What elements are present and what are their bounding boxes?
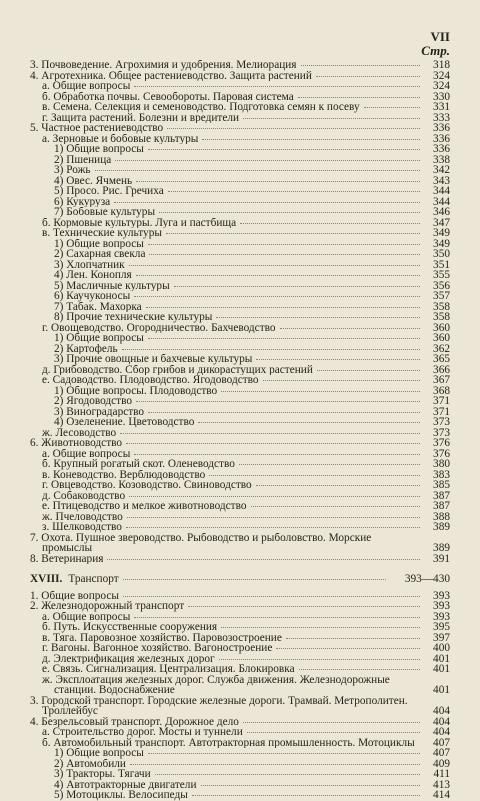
toc-entry-title: 3) Рожь	[54, 165, 91, 176]
toc-entry-page: 388	[433, 510, 450, 523]
toc-entry-page: 393	[433, 610, 450, 623]
toc-entry-title: 6) Каучуконосы	[54, 291, 131, 302]
toc-entry	[30, 417, 450, 428]
toc-group-automobiles	[30, 748, 450, 801]
leader-dots	[219, 658, 420, 660]
toc-entry	[30, 260, 450, 271]
toc-entry-page: 351	[433, 258, 450, 271]
toc-entry	[30, 738, 450, 749]
toc-entry-page: 349	[433, 227, 450, 239]
toc-entry-page: 400	[433, 642, 450, 654]
toc-entry-page: 401	[433, 684, 450, 696]
toc-entry	[30, 612, 450, 623]
toc-entry-page: 367	[433, 374, 450, 386]
toc-entry-page: 365	[433, 353, 450, 365]
leader-dots	[221, 626, 420, 628]
toc-entry-page: 393	[433, 600, 450, 612]
toc-entry	[30, 717, 450, 728]
toc-entry-page: 360	[433, 321, 450, 334]
toc-entry-title: в. Семена. Селекция и семеноводство. Подготовка семян к посеву	[42, 102, 360, 113]
leader-dots	[276, 647, 420, 649]
toc-entry-page: 401	[433, 652, 450, 665]
toc-entry-page: 330	[433, 90, 450, 103]
toc-entry-title: г. Защита растений. Болезни и вредители	[42, 112, 240, 123]
toc-entry-title: 5) Просо. Рис. Гречиха	[54, 186, 164, 197]
toc-entry-title: 5) Масличные культуры	[54, 280, 170, 291]
leader-dots	[301, 64, 420, 66]
toc-entry-page: 376	[433, 447, 450, 460]
toc-entry-title: 2) Пшеница	[54, 154, 112, 165]
toc-entry	[30, 228, 450, 239]
leader-dots	[263, 379, 420, 381]
leader-dots	[317, 369, 420, 371]
toc-entry	[30, 270, 450, 281]
toc-group-transport	[30, 591, 450, 675]
leader-dots	[114, 201, 420, 203]
leader-dots	[134, 295, 420, 297]
toc-entry	[30, 780, 450, 791]
toc-entry-title: 8. Ветеринария	[30, 553, 104, 564]
toc-entry-title: 1) Общие вопросы	[54, 238, 144, 249]
section-number: XVIII.	[30, 574, 63, 585]
toc-entry-title: 1) Общие вопросы	[54, 748, 144, 759]
leader-dots	[130, 763, 420, 765]
toc-group-agriculture	[30, 60, 450, 533]
toc-entry-title: в. Тяга. Паровозное хозяйство. Паровозостроение	[42, 632, 282, 643]
toc-entry-title: 4) Лен. Конопля	[54, 270, 132, 281]
leader-dots	[148, 411, 420, 413]
toc-entry-page: 318	[433, 59, 450, 71]
toc-entry	[30, 459, 450, 470]
toc-entry-title: 4) Овес. Ячмень	[54, 175, 133, 186]
toc-entry-page: 391	[433, 552, 450, 565]
toc-entry	[30, 239, 450, 250]
toc-entry-page: 411	[433, 768, 450, 780]
leader-dots	[299, 668, 420, 670]
toc-entry	[30, 769, 450, 780]
toc-entry-title: 7) Табак. Махорка	[54, 301, 142, 312]
toc-entry-title: 2) Автомобили	[54, 758, 126, 769]
toc-entry-page: 387	[433, 489, 450, 502]
toc-entry	[30, 365, 450, 376]
toc-entry	[30, 501, 450, 512]
toc-entry	[30, 92, 450, 103]
leader-dots	[129, 264, 420, 266]
toc-entry-title: ж. Пчеловодство	[42, 511, 123, 522]
toc-entry	[30, 344, 450, 355]
leader-dots	[201, 784, 421, 786]
leader-dots	[247, 731, 420, 733]
leader-dots	[155, 773, 420, 775]
leader-dots	[316, 75, 420, 77]
toc-entry	[30, 633, 450, 644]
toc-entry	[30, 386, 450, 397]
toc-entry	[30, 727, 450, 738]
toc-entry-title: б. Автомобильный транспорт. Автотракторная промышленность. Мотоциклы	[42, 737, 415, 748]
leader-dots	[256, 358, 420, 360]
toc-entry-page: 389	[433, 542, 450, 554]
leader-dots	[280, 327, 420, 329]
leader-dots	[129, 495, 420, 497]
toc-entry	[30, 81, 450, 92]
toc-entry-title: 1) Общие вопросы	[54, 333, 144, 344]
leader-dots	[167, 127, 420, 129]
leader-dots	[239, 463, 420, 465]
toc-entry-title: 3) Хлопчатник	[54, 259, 125, 270]
toc-entry-page: 358	[433, 300, 450, 313]
toc-entry	[30, 449, 450, 460]
toc-entry-title: г. Вагоны. Вагонное хозяйство. Вагоностроение	[42, 643, 273, 654]
toc-entry	[30, 333, 450, 344]
toc-entry	[30, 302, 450, 313]
toc-entry-title: а. Общие вопросы	[42, 448, 131, 459]
toc-entry-page: 344	[433, 195, 450, 208]
toc-entry-page: 414	[433, 789, 450, 801]
leader-dots	[127, 516, 420, 518]
toc-entry-page: 373	[433, 416, 450, 428]
toc-entry	[30, 165, 450, 176]
toc-entry	[30, 664, 450, 675]
toc-entry-title: д. Грибоводство. Сбор грибов и дикорастущих растений	[42, 364, 313, 375]
leader-dots	[149, 253, 420, 255]
leader-dots	[148, 337, 420, 339]
leader-dots	[123, 595, 420, 597]
toc-entry-title: 1. Общие вопросы	[30, 590, 119, 601]
toc-entry-page: 401	[433, 663, 450, 675]
leader-dots	[134, 453, 420, 455]
toc-entry	[30, 491, 450, 502]
toc-entry-page: 407	[433, 747, 450, 759]
toc-entry	[30, 643, 450, 654]
toc-entry	[30, 312, 450, 323]
leader-dots	[166, 232, 420, 234]
toc-entry-title: а. Зерновые и бобовые культуры	[42, 133, 199, 144]
leader-dots	[216, 316, 420, 318]
leader-dots	[364, 106, 420, 108]
toc-entry	[30, 759, 450, 770]
leader-dots	[148, 148, 420, 150]
leader-dots	[298, 96, 420, 98]
section-heading	[30, 574, 450, 585]
leader-dots	[136, 180, 420, 182]
toc-entry-page: 368	[433, 384, 450, 397]
leader-dots	[221, 390, 420, 392]
toc-entry-title: 5. Частное растениеводство	[30, 123, 164, 134]
toc-entry-page: 366	[433, 363, 450, 376]
toc-entry-page: 342	[433, 164, 450, 176]
leader-dots	[134, 616, 420, 618]
toc-entry	[30, 748, 450, 759]
toc-entry-page: 356	[433, 279, 450, 292]
toc-entry-title: з. Шелководство	[42, 522, 122, 533]
toc-entry-page: 397	[433, 631, 450, 644]
toc-entry	[30, 470, 450, 481]
toc-entry-page: 409	[433, 757, 450, 770]
toc-entry-title: 1) Общие вопросы. Плодоводство	[54, 385, 218, 396]
toc-entry-title: 5) Мотоциклы. Велосипеды	[54, 790, 188, 801]
toc-entry-title: е. Связь. Сигнализация. Централизация. Блокировка	[42, 664, 295, 675]
toc-entry	[30, 155, 450, 166]
toc-entry-title: а. Строительство дорог. Мосты и туннели	[42, 727, 243, 738]
toc-entry	[30, 428, 450, 439]
page-column-label: Стр.	[421, 43, 450, 58]
toc-entry-page: 393	[433, 589, 450, 602]
leader-dots	[136, 274, 420, 276]
toc-entry-page: 347	[433, 216, 450, 229]
toc-entry	[30, 60, 450, 71]
toc-entry-title: е. Садоводство. Плодоводство. Ягодоводство	[42, 375, 259, 386]
toc-entry	[30, 696, 450, 717]
leader-dots	[168, 190, 420, 192]
toc-entry-title: 4. Безрельсовый транспорт. Дорожное дело	[30, 716, 239, 727]
page-header	[421, 30, 450, 58]
toc-entry	[30, 354, 450, 365]
toc-entry	[30, 186, 450, 197]
toc-entry-page: 387	[433, 500, 450, 512]
toc-entry-page: 336	[433, 122, 450, 134]
toc-entry-title: 3) Тракторы. Тягачи	[54, 769, 151, 780]
toc-entry-title: 7) Бобовые культуры	[54, 207, 156, 218]
toc-entry	[30, 522, 450, 533]
toc-entry-title: 2) Картофель	[54, 343, 118, 354]
toc-entry-page: 358	[433, 311, 450, 323]
toc-entry-page: 404	[433, 726, 450, 738]
leader-dots	[286, 637, 420, 639]
toc-entry-page: 376	[433, 437, 450, 449]
leader-dots	[240, 222, 420, 224]
toc-entry-page: 350	[433, 248, 450, 260]
toc-entry-page: 349	[433, 237, 450, 250]
leader-dots	[123, 578, 386, 580]
toc-entry	[30, 790, 450, 801]
toc-entry-page: 331	[433, 101, 450, 113]
toc-entry-title: 7. Охота. Пушное звероводство. Рыбоводство и рыболовство. Морские промыслы	[30, 532, 372, 554]
toc-entry	[30, 591, 450, 602]
toc-entry-title: 3) Прочие овощные и бахчевые культуры	[54, 354, 253, 365]
leader-dots	[202, 138, 420, 140]
toc-entry-title: е. Птицеводство и мелкое животноводство	[42, 501, 247, 512]
toc-entry-page: 336	[433, 143, 450, 155]
toc-entry	[30, 291, 450, 302]
toc-entry	[30, 675, 450, 696]
toc-entry	[30, 134, 450, 145]
toc-entry-page: 385	[433, 479, 450, 491]
toc-entry-page: 407	[433, 736, 450, 749]
toc-entry-page: 333	[433, 111, 450, 124]
leader-dots	[126, 526, 420, 528]
toc-entry	[30, 144, 450, 155]
toc-entry	[30, 396, 450, 407]
toc-entry	[30, 480, 450, 491]
toc-entry	[30, 601, 450, 612]
section-page-range: 393—430	[404, 573, 450, 585]
toc-entry-title: 6. Животноводство	[30, 438, 123, 449]
toc-entry-page: 344	[433, 185, 450, 197]
toc-entry	[30, 207, 450, 218]
toc-entry-title: б. Обработка почвы. Севообороты. Паровая система	[42, 91, 294, 102]
toc-entry	[30, 554, 450, 565]
leader-dots	[122, 348, 420, 350]
toc-entry-title: д. Электрификация железных дорог	[42, 653, 215, 664]
section-title: Транспорт	[68, 574, 119, 585]
toc-entry-title: ж. Лесоводство	[42, 427, 117, 438]
toc-entry	[30, 102, 450, 113]
leader-dots	[134, 85, 420, 87]
leader-dots	[126, 442, 420, 444]
toc-entry-title: в. Коневодство. Верблюдоводство	[42, 469, 206, 480]
toc-entry-page: 413	[433, 778, 450, 791]
leader-dots	[209, 474, 420, 476]
leader-dots	[256, 484, 420, 486]
toc-entry-page: 362	[433, 342, 450, 355]
leader-dots	[148, 243, 420, 245]
toc-entry-title: 3. Городской транспорт. Городские железные дороги. Трамвай. Метрополитен. Троллейбус	[30, 695, 408, 717]
toc-entry	[30, 654, 450, 665]
toc-entry-title: 4. Агротехника. Общее растениеводство. Защита растений	[30, 70, 312, 81]
toc-entry-title: б. Путь. Искусственные сооружения	[42, 622, 218, 633]
leader-dots	[146, 306, 420, 308]
toc-entry-title: г. Овощеводство. Огородничество. Бахчеводство	[42, 322, 276, 333]
toc-entry-title: а. Общие вопросы	[42, 611, 131, 622]
toc-entry	[30, 323, 450, 334]
toc-entry-title: 1) Общие вопросы	[54, 144, 144, 155]
toc-entry-page: 324	[433, 80, 450, 92]
leader-dots	[115, 159, 420, 161]
toc-entry-title: а. Общие вопросы	[42, 81, 131, 92]
toc-entry	[30, 512, 450, 523]
toc-entry-page: 395	[433, 621, 450, 633]
leader-dots	[198, 421, 420, 423]
toc-entry-page: 380	[433, 458, 450, 470]
toc-entry	[30, 113, 450, 124]
toc-entry-title: 3) Виноградарство	[54, 406, 145, 417]
toc-entry-page: 373	[433, 426, 450, 439]
leader-dots	[95, 169, 420, 171]
toc-entry	[30, 71, 450, 82]
toc-entry-page: 336	[433, 132, 450, 145]
toc-entry-page: 357	[433, 290, 450, 302]
toc-entry-page: 338	[433, 153, 450, 166]
toc-entry	[30, 622, 450, 633]
toc-entry-page: 360	[433, 332, 450, 344]
toc-entry-page: 324	[433, 69, 450, 82]
leader-dots	[174, 285, 420, 287]
leader-dots	[136, 400, 420, 402]
toc-entry-title: д. Собаководство	[42, 490, 126, 501]
toc-entry-page: 371	[433, 405, 450, 418]
leader-dots	[243, 117, 420, 119]
toc-entry	[30, 249, 450, 260]
table-of-contents	[30, 60, 450, 801]
toc-entry-page: 404	[433, 705, 450, 717]
toc-entry	[30, 218, 450, 229]
toc-entry	[30, 375, 450, 386]
leader-dots	[243, 721, 420, 723]
leader-dots	[192, 794, 420, 796]
toc-entry-title: г. Овцеводство. Козоводство. Свиноводство	[42, 480, 252, 491]
toc-entry-title: 8) Прочие технические культуры	[54, 312, 213, 323]
leader-dots	[120, 432, 420, 434]
toc-entry-page: 404	[433, 715, 450, 728]
toc-entry-title: 2) Ягодоводство	[54, 396, 133, 407]
toc-entry-title: б. Крупный рогатый скот. Оленеводство	[42, 459, 235, 470]
toc-entry-title: 4) Озеленение. Цветоводство	[54, 417, 195, 428]
toc-entry-title: ж. Эксплоатация железных дорог. Служба движения. Железнодорожные станции. Водоснабжение	[42, 674, 390, 696]
leader-dots	[251, 505, 420, 507]
toc-entry-title: 3. Почвоведение. Агрохимия и удобрения. Мелиорация	[30, 60, 297, 71]
toc-entry	[30, 281, 450, 292]
toc-entry	[30, 533, 450, 554]
page-number-roman: VII	[430, 29, 450, 44]
toc-entry-page: 343	[433, 174, 450, 187]
leader-dots	[148, 752, 420, 754]
toc-entry	[30, 123, 450, 134]
toc-entry-title: 4) Автотракторные двигатели	[54, 779, 197, 790]
toc-entry-page: 346	[433, 206, 450, 218]
toc-entry	[30, 438, 450, 449]
toc-entry-title: 2. Железнодорожный транспорт	[30, 601, 185, 612]
toc-entry-page: 355	[433, 269, 450, 281]
toc-entry-page: 389	[433, 521, 450, 533]
toc-entry	[30, 176, 450, 187]
toc-entry	[30, 407, 450, 418]
toc-entry-title: 6) Кукуруза	[54, 196, 111, 207]
toc-entry-title: 2) Сахарная свекла	[54, 249, 146, 260]
toc-entry	[30, 197, 450, 208]
leader-dots	[159, 211, 420, 213]
toc-entry-page: 371	[433, 395, 450, 407]
toc-entry-title: в. Технические культуры	[42, 228, 162, 239]
leader-dots	[188, 605, 420, 607]
toc-entry-title: б. Кормовые культуры. Луга и пастбища	[42, 217, 237, 228]
leader-dots	[107, 558, 420, 560]
toc-entry-page: 383	[433, 468, 450, 481]
